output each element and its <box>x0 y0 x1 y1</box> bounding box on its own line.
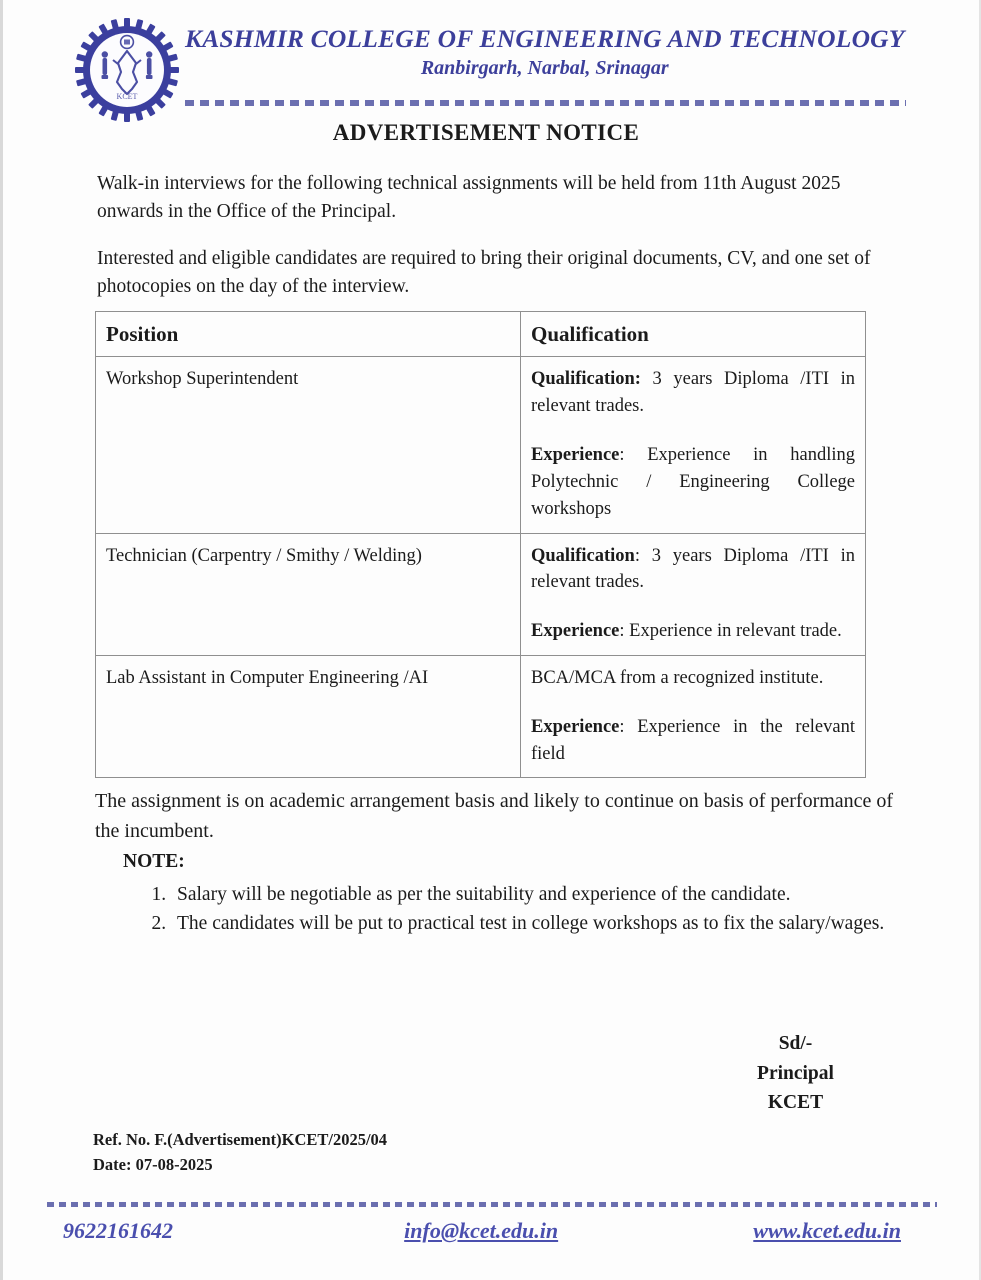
table-header-row <box>96 312 866 357</box>
cell-position: Technician (Carpentry / Smithy / Welding) <box>96 533 521 655</box>
assignment-note: The assignment is on academic arrangement basis and likely to continue on basis of performance of the incumbent. <box>95 790 894 843</box>
table-row <box>96 533 866 655</box>
column-header-qualification: Qualification <box>521 312 866 357</box>
footer-contact-bar <box>63 1218 919 1244</box>
positions-table <box>95 311 866 778</box>
intro-paragraph-2: Interested and eligible candidates are required to bring their original documents, CV, and one set of photocopies on the day of the interview. <box>97 248 871 298</box>
experience-line <box>531 714 855 768</box>
footer-phone: 9622161642 <box>63 1218 173 1243</box>
signature-block <box>693 1029 898 1118</box>
page-title: ADVERTISEMENT NOTICE <box>332 120 640 145</box>
list-item: 2. The candidates will be put to practical test in college workshops as to fix the salary/wages. <box>171 910 901 938</box>
signature-designation: Principal <box>757 1062 834 1084</box>
note-heading: NOTE: <box>123 850 185 872</box>
reference-block <box>93 1128 387 1178</box>
signature-sd: Sd/- <box>778 1033 813 1054</box>
experience-label: Experience <box>531 621 620 642</box>
footer-divider <box>47 1202 937 1207</box>
qualification-text: 3 years Diploma /ITI in relevant trades. <box>531 369 855 417</box>
cell-qualification <box>521 655 866 777</box>
column-header-position: Position <box>96 312 521 357</box>
qualification-line <box>531 366 855 420</box>
college-address: Ranbirgarh, Narbal, Srinagar <box>420 57 669 80</box>
experience-text: : Experience in relevant trade. <box>619 621 842 642</box>
footer-website-link[interactable]: www.kcet.edu.in <box>753 1218 901 1243</box>
cell-position: Workshop Superintendent <box>96 357 521 533</box>
table-row <box>96 655 866 777</box>
intro-section <box>97 170 899 301</box>
kcet-gear-emblem-icon <box>75 18 179 122</box>
cell-qualification <box>521 357 866 533</box>
experience-line <box>531 618 855 645</box>
footer-email-link[interactable]: info@kcet.edu.in <box>404 1218 559 1243</box>
experience-label: Experience <box>531 716 620 737</box>
qualification-label: Qualification: <box>531 369 641 390</box>
qualification-line <box>531 665 855 692</box>
list-item: 1. Salary will be negotiable as per the suitability and experience of the candidate. <box>171 881 901 909</box>
intro-paragraph-1: Walk-in interviews for the following technical assignments will be held from 11th August 2025 onwards in the Office of the Principal. <box>97 173 841 222</box>
college-name: KASHMIR COLLEGE OF ENGINEERING AND TECHNOLOGY <box>185 24 905 53</box>
qualification-label: Qualification <box>531 545 635 566</box>
cell-qualification <box>521 533 866 655</box>
signature-institution: KCET <box>767 1092 824 1114</box>
college-logo <box>75 18 185 122</box>
qualification-text: : 3 years Diploma /ITI in relevant trades. <box>531 545 855 593</box>
experience-label: Experience <box>531 445 620 466</box>
closing-section <box>95 786 901 940</box>
header-divider <box>185 100 906 106</box>
table-row <box>96 357 866 533</box>
note-list <box>95 881 901 938</box>
cell-position: Lab Assistant in Computer Engineering /AI <box>96 655 521 777</box>
experience-text: : Experience in the relevant field <box>531 716 855 764</box>
reference-number: Ref. No. F.(Advertisement)KCET/2025/04 <box>93 1130 388 1149</box>
experience-text: : Experience in handling Polytechnic / Engineering College workshops <box>531 445 855 519</box>
experience-line <box>531 442 855 522</box>
svg-text:KCET: KCET <box>116 92 138 101</box>
qualification-text: BCA/MCA from a recognized institute. <box>531 667 824 688</box>
reference-date: Date: 07-08-2025 <box>93 1154 213 1174</box>
qualification-line <box>531 543 855 597</box>
